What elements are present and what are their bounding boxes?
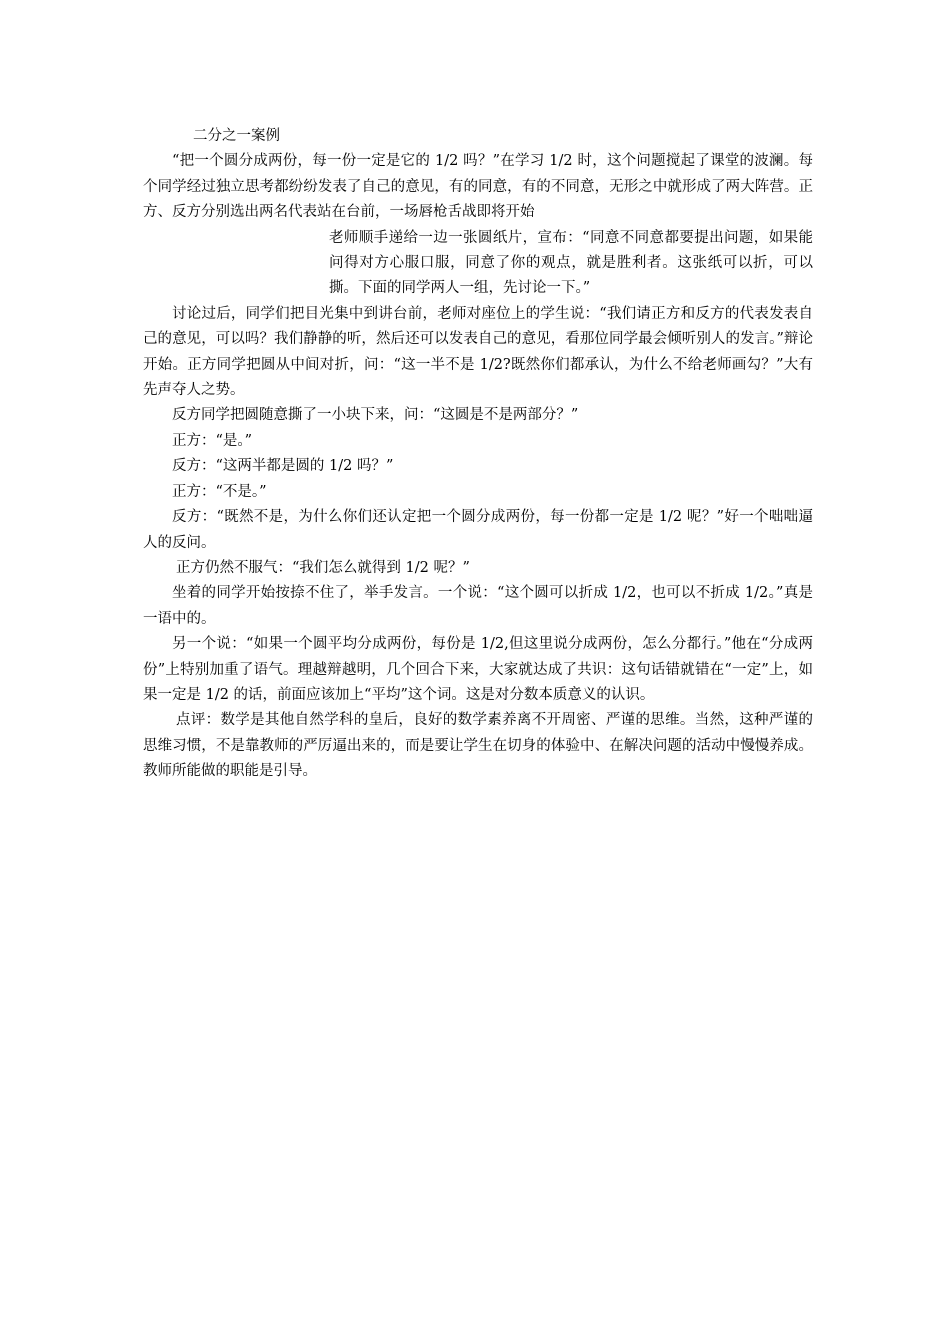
paragraph-audience-response: 坐着的同学开始按捺不住了，举手发言。一个说：“这个圆可以折成 1/2，也可以不折成 1/2。”真是一语中的。 (143, 585, 813, 627)
dialogue-line-con-2: 反方：“既然不是，为什么你们还认定把一个圆分成两份，每一份都一定是 1/2 呢？”好一个咄咄逼人的反问。 (143, 509, 813, 551)
paragraph-teacher-instruction: 老师顺手递给一边一张圆纸片，宣布：“同意不同意都要提出问题，如果能问得对方心服口服，同意了你的观点，就是胜利者。这张纸可以折，可以撕。下面的同学两人一组，先讨论一下。” (329, 229, 813, 297)
paragraph-commentary: 点评：数学是其他自然学科的皇后，良好的数学素养离不开周密、严谨的思维。当然，这种严谨的思维习惯，不是靠教师的严厉逼出来的，而是要让学生在切身的体验中、在解决问题的活动中慢慢养成。教师所能做的职能是引导。 (143, 712, 813, 780)
dialogue-line-pro-3: 正方仍然不服气：“我们怎么就得到 1/2 呢？” (176, 559, 470, 576)
paragraph-opposition-question: 反方同学把圆随意撕了一小块下来，问：“这圆是不是两部分？” (172, 407, 579, 424)
paragraph-consensus: 另一个说：“如果一个圆平均分成两份，每份是 1/2,但这里说分成两份，怎么分都行。”他在“分成两份”上特别加重了语气。理越辩越明，几个回合下来，大家就达成了共识：这句话错就错在“一定”上，如果一定是 1/2 的话，前面应该加上“平均”这个词。这是对分数本质意义的认识。 (143, 636, 813, 703)
paragraph-discussion: 讨论过后，同学们把目光集中到讲台前，老师对座位上的学生说：“我们请正方和反方的代表发表自己的意见，可以吗？我们静静的听，然后还可以发表自己的意见，看那位同学最会倾听别人的发言。”辩论开始。正方同学把圆从中间对折，问：“这一半不是 1/2?既然你们都承认，为什么不给老师画勾？”大有先声夺人之势。 (143, 305, 813, 399)
paragraph-intro: “把一个圆分成两份，每一份一定是它的 1/2 吗？”在学习 1/2 时，这个问题搅起了课堂的波澜。每个同学经过独立思考都纷纷发表了自己的意见，有的同意，有的不同意，无形之中就形成了两大阵营。正方、反方分别选出两名代表站在台前，一场唇枪舌战即将开始 (143, 153, 813, 221)
dialogue-line-pro-1: 正方：“是。” (172, 432, 253, 449)
document-title: 二分之一案例 (193, 128, 280, 144)
document-body (143, 124, 813, 785)
dialogue-line-pro-2: 正方：“不是。” (172, 483, 267, 500)
dialogue-line-con-1: 反方：“这两半都是圆的 1/2 吗？” (172, 458, 394, 475)
